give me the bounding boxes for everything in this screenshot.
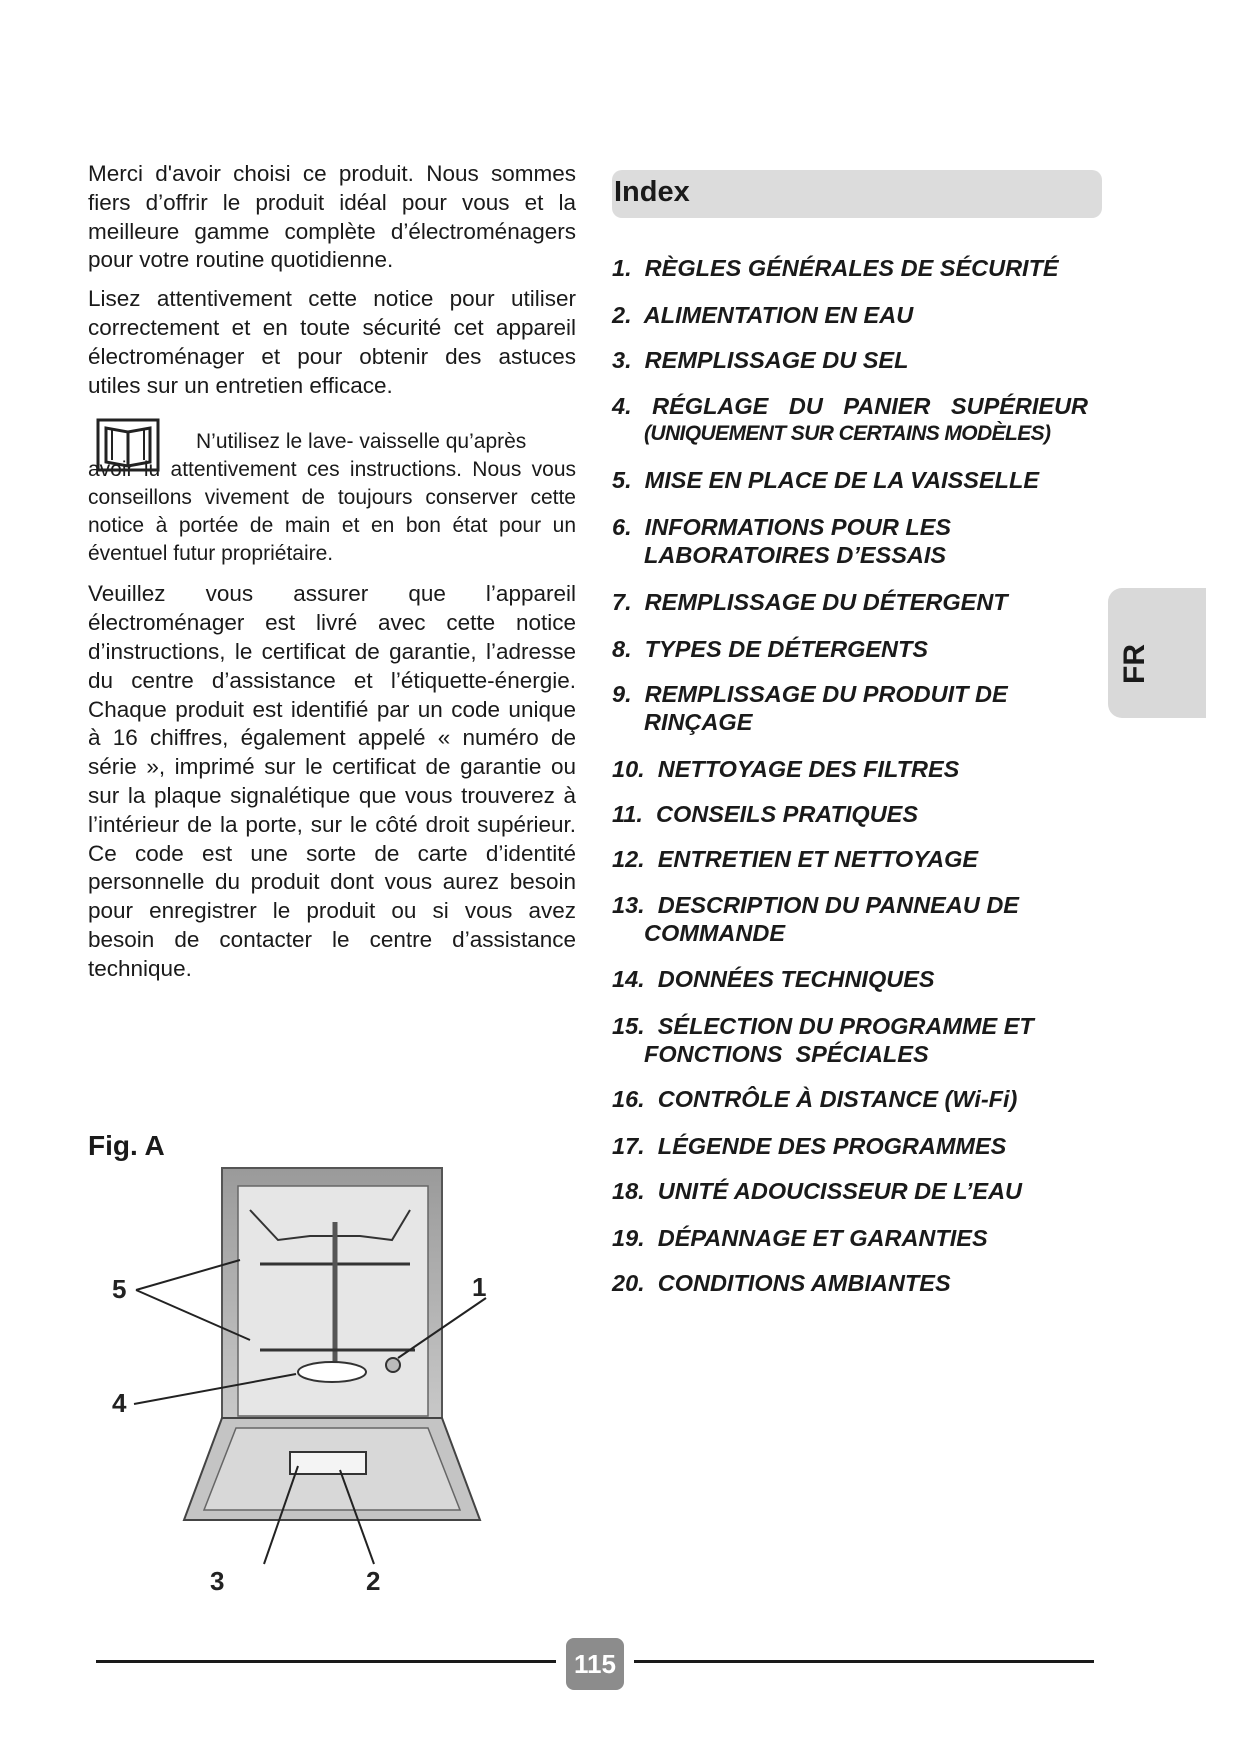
intro-paragraph-1: Merci d'avoir choisi ce produit. Nous sommes fiers d’offrir le produit idéal pour vous et la meilleure gamme complète d’électroménagers pour votre routine quotidienne.	[88, 161, 576, 273]
toc-item-1[interactable]: 1. RÈGLES GÉNÉRALES DE SÉCURITÉ	[612, 255, 1059, 281]
toc-item-7[interactable]: 7. REMPLISSAGE DU DÉTERGENT	[612, 589, 1008, 615]
footer-rule-right	[634, 1660, 1094, 1663]
book-icon	[96, 418, 160, 474]
note-text: avoir lu attentivement ces instructions. Nous vous conseillons vivement de toujours conserver cette notice à portée de main et en bon état pour un éventuel futur propriétaire.	[88, 458, 576, 566]
toc-item-15[interactable]: 15. SÉLECTION DU PROGRAMME ET FONCTIONS SPÉCIALES	[612, 1013, 1034, 1067]
toc-item-17[interactable]: 17. LÉGENDE DES PROGRAMMES	[612, 1133, 1007, 1159]
footer-rule-left	[96, 1660, 556, 1663]
callout-1: 1	[472, 1272, 487, 1302]
toc-item-14[interactable]: 14. DONNÉES TECHNIQUES	[612, 966, 935, 992]
toc-item-13[interactable]: 13. DESCRIPTION DU PANNEAU DE COMMANDE	[612, 892, 1019, 946]
dispenser	[290, 1452, 366, 1474]
intro-paragraph-2: Lisez attentivement cette notice pour utiliser correctement et en toute sécurité cet appareil électroménager et pour obtenir des astuces utiles sur un entretien efficace.	[88, 286, 576, 398]
callout-5: 5	[112, 1274, 127, 1304]
filter	[298, 1362, 366, 1382]
toc-item-3[interactable]: 3. REMPLISSAGE DU SEL	[612, 347, 909, 373]
table-of-contents	[612, 254, 1112, 1297]
language-tab-label: FR	[1118, 644, 1151, 684]
salt-cap	[386, 1358, 400, 1372]
note-first-line: N’utilisez le lave- vaisselle qu’après	[196, 430, 527, 454]
toc-item-12[interactable]: 12. ENTRETIEN ET NETTOYAGE	[612, 846, 979, 872]
toc-item-4[interactable]: 4. RÉGLAGE DU PANIER SUPÉRIEUR (UNIQUEMENT SUR CERTAINS MODÈLES)	[612, 392, 1112, 448]
dishwasher-diagram	[110, 1160, 550, 1640]
page-number: 115	[566, 1638, 624, 1690]
toc-item-16[interactable]: 16. CONTRÔLE À DISTANCE (Wi-Fi)	[612, 1086, 1018, 1112]
intro-column	[88, 160, 576, 984]
toc-item-5[interactable]: 5. MISE EN PLACE DE LA VAISSELLE	[612, 467, 1039, 493]
toc-item-10[interactable]: 10. NETTOYAGE DES FILTRES	[612, 756, 960, 782]
read-instructions-note	[88, 428, 576, 568]
toc-item-2[interactable]: 2. ALIMENTATION EN EAU	[612, 302, 914, 328]
callout-3: 3	[210, 1566, 225, 1596]
intro-paragraph-3: Veuillez vous assurer que l’appareil électroménager est livré avec cette notice d’instructions, le certificat de garantie, l’adresse du centre d’assistance et l’étiquette-énergie. Chaque produit est identifié par un code unique à 16 chiffres, également appelé « numéro de série », imprimé sur le certificat de garantie ou sur la plaque signalétique que vous trouverez à l’intérieur de la porte, sur le côté droit supérieur. Ce code est une sorte de carte d’identité personnelle du produit dont vous aurez besoin pour enregistrer le produit ou si vous avez besoin de contacter le centre d’assistance technique.	[88, 581, 576, 981]
callout-4: 4	[112, 1388, 127, 1418]
toc-item-6[interactable]: 6. INFORMATIONS POUR LES LABORATOIRES D’ESSAIS	[612, 514, 952, 568]
toc-item-18[interactable]: 18. UNITÉ ADOUCISSEUR DE L’EAU	[612, 1178, 1023, 1204]
toc-item-19[interactable]: 19. DÉPANNAGE ET GARANTIES	[612, 1225, 988, 1251]
toc-item-11[interactable]: 11. CONSEILS PRATIQUES	[612, 801, 919, 827]
toc-item-4-sub: (UNIQUEMENT SUR CERTAINS MODÈLES)	[644, 422, 1051, 445]
toc-item-8[interactable]: 8. TYPES DE DÉTERGENTS	[612, 636, 929, 662]
index-title: Index	[614, 176, 690, 208]
figure-label: Fig. A	[88, 1130, 165, 1161]
toc-item-20[interactable]: 20. CONDITIONS AMBIANTES	[612, 1270, 951, 1296]
callout-2: 2	[366, 1566, 381, 1596]
toc-item-9[interactable]: 9. REMPLISSAGE DU PRODUIT DE RINÇAGE	[612, 681, 1008, 735]
